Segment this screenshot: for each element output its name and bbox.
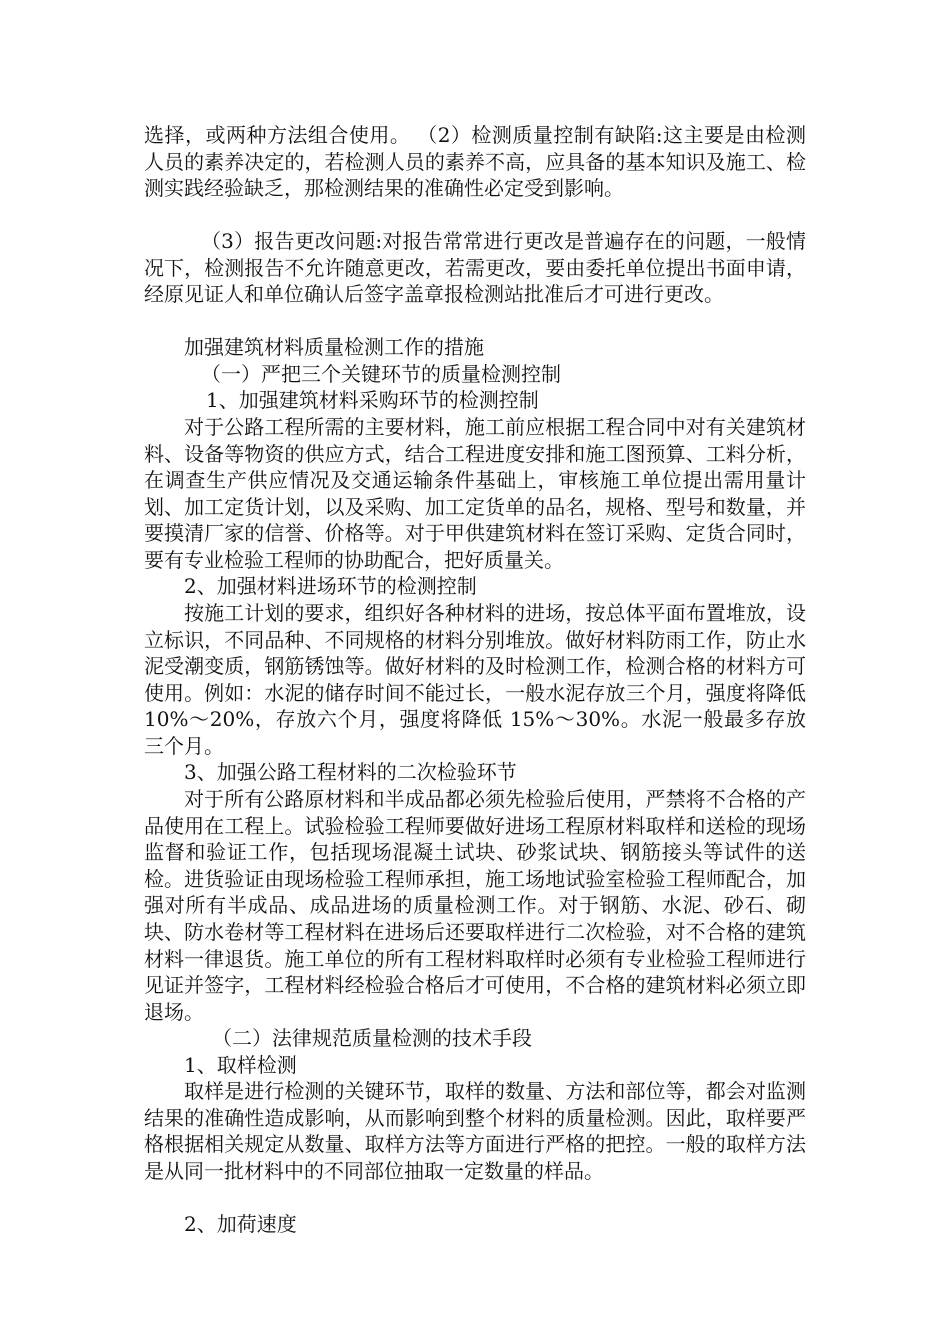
body-paragraph: 对于公路工程所需的主要材料，施工前应根据工程合同中对有关建筑材料、设备等物资的供应方式，结合工程进度安排和施工图预算、工料分析，在调查生产供应情况及交通运输条件基础上，审核施工单位提出需用量计划、加工定货计划，以及采购、加工定货单的品名，规格、型号和数量，并要摸清厂家的信誉、价格等。对于甲供建筑材料在签订采购、定货合同时，要有专业检验工程师的协助配合，把好质量关。 [144, 415, 806, 572]
body-paragraph: 对于所有公路原材料和半成品都必须先检验后使用，严禁将不合格的产品使用在工程上。试验检验工程师要做好进场工程原材料取样和送检的现场监督和验证工作，包括现场混凝土试块、砂浆试块、钢筋接头等试件的送检。进货验证由现场检验工程师承担，施工场地试验室检验工程师配合，加强对所有半成品、成品进场的质量检测工作。对于钢筋、水泥、砂石、砌块、防水卷材等工程材料在进场后还要取样进行二次检验，对不合格的建筑材料一律退货。施工单位的所有工程材料取样时必须有专业检验工程师进行见证并签字，工程材料经检验合格后才可使用，不合格的建筑材料必须立即退场。 [144, 787, 806, 1024]
section-heading: 加强建筑材料质量检测工作的措施 [184, 335, 484, 359]
item-heading: 1、加强建筑材料采购环节的检测控制 [206, 388, 539, 412]
body-paragraph: 按施工计划的要求，组织好各种材料的进场，按总体平面布置堆放，设立标识，不同品种、不同规格的材料分别堆放。做好材料防雨工作，防止水泥受潮变质，钢筋锈蚀等。做好材料的及时检测工作，检测合格的材料方可使用。例如：水泥的储存时间不能过长，一般水泥存放三个月，强度将降低 10%～20%，存放六个月，强度将降低 15%～30%。水泥一般最多存放三个月。 [144, 601, 806, 758]
body-paragraph: 选择，或两种方法组合使用。 （2）检测质量控制有缺陷:这主要是由检测人员的素养决定的，若检测人员的素养不高，应具备的基本知识及施工、检测实践经验缺乏，那检测结果的准确性必定受到影响。 [144, 123, 806, 201]
subsection-heading: （一）严把三个关键环节的质量检测控制 [201, 362, 561, 386]
item-heading: 2、加荷速度 [184, 1212, 297, 1236]
body-paragraph: （3）报告更改问题:对报告常常进行更改是普遍存在的问题，一般情况下，检测报告不允许随意更改，若需更改，要由委托单位提出书面申请，经原见证人和单位确认后签字盖章报检测站批准后才可进行更改。 [144, 229, 806, 307]
item-heading: 1、取样检测 [184, 1053, 297, 1077]
body-paragraph: 取样是进行检测的关键环节，取样的数量、方法和部位等，都会对监测结果的准确性造成影响，从而影响到整个材料的质量检测。因此，取样要严格根据相关规定从数量、取样方法等方面进行严格的把控。一般的取样方法是从同一批材料中的不同部位抽取一定数量的样品。 [144, 1079, 806, 1183]
subsection-heading: （二）法律规范质量检测的技术手段 [212, 1026, 532, 1050]
item-heading: 3、加强公路工程材料的二次检验环节 [184, 760, 517, 784]
item-heading: 2、加强材料进场环节的检测控制 [184, 574, 477, 598]
